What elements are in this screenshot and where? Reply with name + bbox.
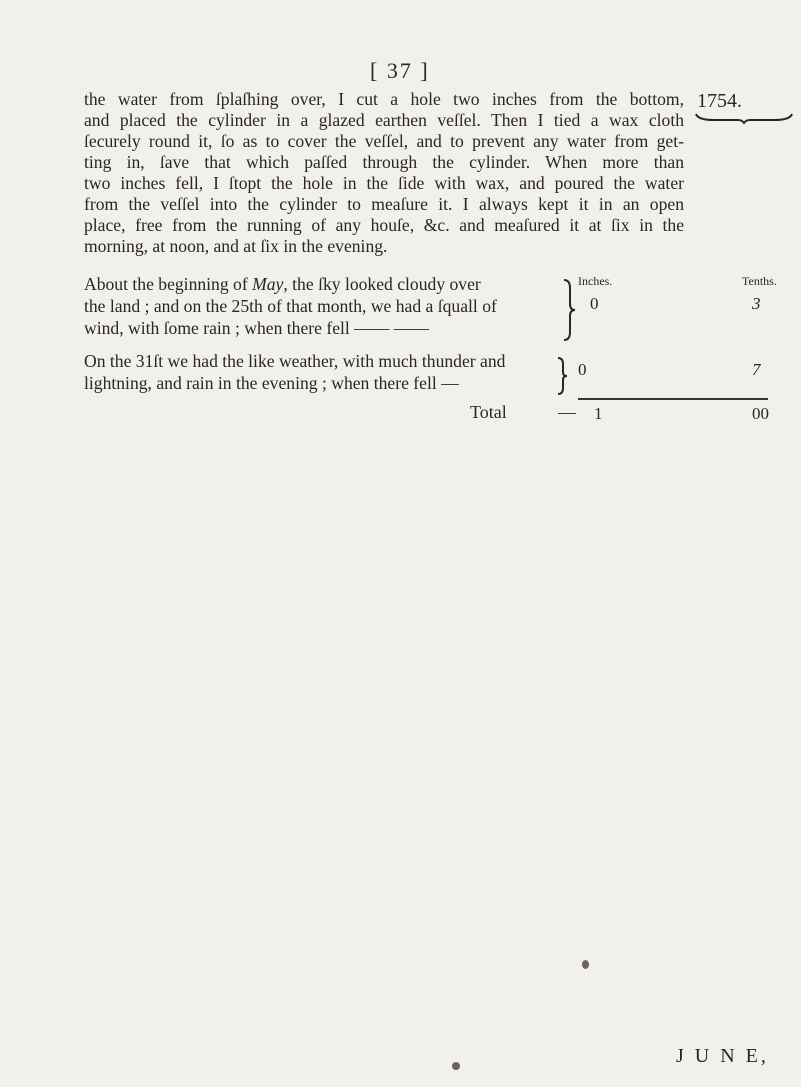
- total-tenths: 00: [752, 404, 769, 423]
- entry-line: wind, with ſome rain ; when there fell —— ——: [84, 318, 429, 338]
- entry-line: lightning, and rain in the evening ; when there fell —: [84, 373, 459, 393]
- rainfall-entry-31st: [84, 350, 554, 394]
- entry-tenths: 3: [752, 294, 761, 313]
- column-header-inches: Inches.: [578, 274, 613, 288]
- paragraph-line: two inches fell, I ſtopt the hole in the ſide with wax, and poured the water: [84, 173, 684, 193]
- entry-text: , the ſky looked cloudy over: [283, 274, 481, 294]
- rainfall-entry-may: [84, 273, 569, 339]
- paragraph-line: place, free from the running of any houſe, &c. and meaſured it at ſix in the: [84, 215, 684, 235]
- total-label: Total: [470, 402, 507, 422]
- entry-line: the land ; and on the 25th of that month, we had a ſquall of: [84, 296, 497, 316]
- entry-line: On the 31ſt we had the like weather, with much thunder and: [84, 351, 506, 371]
- total-inches: 1: [594, 404, 603, 423]
- page-number: [ 37 ]: [370, 58, 430, 83]
- entry-inches: 0: [590, 294, 599, 313]
- entry-month: May: [252, 274, 284, 294]
- entry-inches: 0: [578, 360, 587, 379]
- paragraph-line: and placed the cylinder in a glazed earthen veſſel. Then I tied a wax cloth: [84, 110, 684, 130]
- entry-line: [84, 273, 569, 295]
- paragraph-line: from the veſſel into the cylinder to meaſure it. I always kept it in an open: [84, 194, 684, 214]
- entry-text: About the beginning of: [84, 274, 253, 294]
- entry-tenths: 7: [752, 360, 761, 379]
- column-header-tenths: Tenths.: [742, 274, 777, 288]
- paragraph-line: the water from ſplaſhing over, I cut a hole two inches from the bottom,: [84, 89, 684, 109]
- year-marginal: 1754.: [697, 90, 742, 112]
- paragraph-line: ſecurely round it, ſo as to cover the veſſel, and to prevent any water from get-: [84, 131, 684, 151]
- total-dash: —: [558, 402, 576, 422]
- body-paragraph: [84, 89, 684, 257]
- year-brace-icon: [694, 112, 794, 124]
- paragraph-line: ting in, ſave that which paſſed through the cylinder. When more than: [84, 152, 684, 172]
- brace-icon: [556, 356, 568, 396]
- ink-fleck: [452, 1062, 460, 1070]
- paragraph-line: morning, at noon, and at ſix in the evening.: [84, 236, 388, 256]
- catchword: J U N E,: [676, 1045, 769, 1067]
- brace-icon: [562, 278, 576, 342]
- ink-fleck: [582, 960, 589, 969]
- total-rule: [578, 398, 768, 400]
